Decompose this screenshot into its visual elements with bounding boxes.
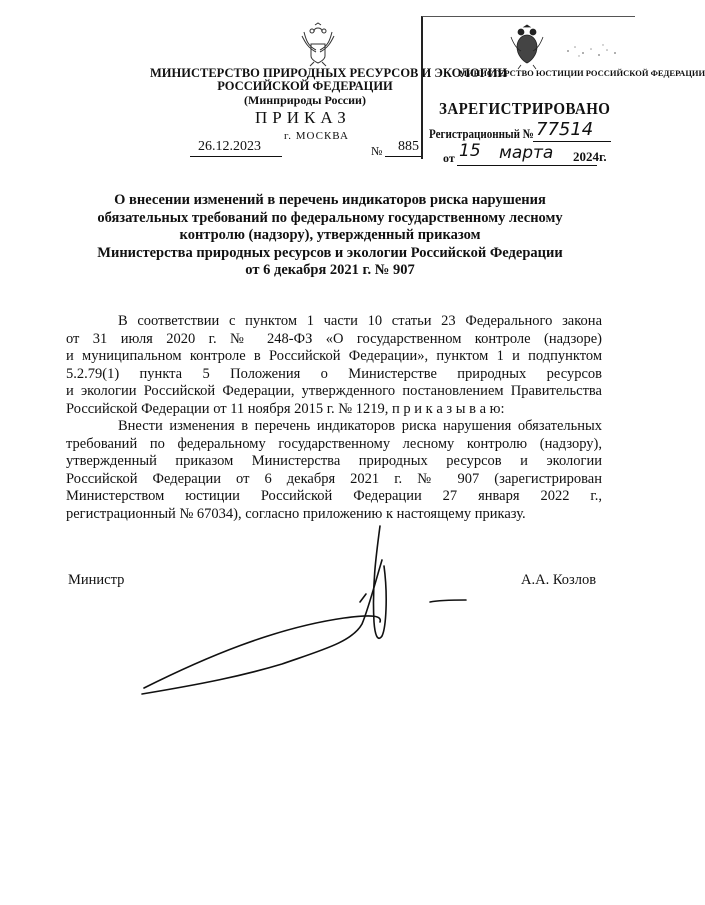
title-line: Министерства природных ресурсов и экологии Российской Федерации: [97, 244, 563, 261]
title-line: от 6 декабря 2021 г. № 907: [245, 262, 415, 278]
signer-position: Министр: [68, 572, 125, 588]
ministry-name-line2: РОССИЙСКОЙ ФЕДЕРАЦИИ: [217, 79, 393, 93]
handwritten-signature: [130, 520, 470, 700]
stamp-ministry: МИНИСТЕРСТВО ЮСТИЦИИ РОССИЙСКОЙ ФЕДЕРАЦИИ: [459, 68, 705, 78]
ministry-name-line1: МИНИСТЕРСТВО ПРИРОДНЫХ РЕСУРСОВ И ЭКОЛОГИИ: [150, 66, 508, 80]
stamp-reg-underline: [533, 141, 611, 142]
body-line: Министерством юстиции Российской Федерации 27 января 2022 г.,: [66, 488, 602, 504]
registration-stamp: [421, 16, 705, 165]
number-sign: №: [371, 144, 383, 158]
stamp-reg-number: 77514: [536, 119, 594, 140]
stamp-coat-of-arms-icon: [507, 25, 547, 69]
body-line: и экологии Российской Федерации, утвержденного постановлением Правительства: [66, 383, 602, 399]
stamp-registered: ЗАРЕГИСТРИРОВАНО: [439, 99, 611, 118]
order-date: 26.12.2023: [198, 139, 261, 154]
body-line: Российской Федерации от 6 декабря 2021 г. № 907 (зарегистрирован: [66, 470, 602, 487]
body-line: Внести изменения в перечень индикаторов риска нарушения обязательных: [118, 418, 602, 434]
stamp-date-prefix: от: [443, 151, 455, 165]
stamp-day: 15: [459, 141, 481, 161]
stamp-year: 2024г.: [573, 149, 607, 164]
body-line: и муниципальном контроле в Российской Федерации», пунктом 1 и подпунктом: [66, 348, 602, 364]
body-line: требований по федеральному государственному лесному контролю (надзору),: [66, 435, 602, 452]
body-line: В соответствии с пунктом 1 части 10 статьи 23 Федерального закона: [118, 313, 602, 329]
coat-of-arms-icon: [296, 22, 340, 68]
body-line: от 31 июля 2020 г. № 248-ФЗ «О государственном контроле (надзоре): [66, 330, 602, 347]
date-underline: [190, 156, 282, 157]
order-body: [66, 313, 602, 523]
body-line: регистрационный № 67034), согласно приложению к настоящему приказу.: [66, 505, 526, 522]
body-line: утвержденный приказом Министерства природных ресурсов и экологии: [66, 453, 602, 469]
stamp-smudge: [563, 41, 623, 61]
stamp-month: марта: [499, 143, 554, 163]
body-line: Российской Федерации от 11 ноября 2015 г. № 1219, п р и к а з ы в а ю:: [66, 400, 505, 417]
city: г. МОСКВА: [284, 130, 349, 142]
stamp-date-underline: [457, 165, 597, 166]
title-line: контролю (надзору), утвержденный приказом: [179, 227, 481, 243]
number-underline: [385, 156, 421, 157]
document-type: ПРИКАЗ: [255, 108, 351, 127]
signer-name: А.А. Козлов: [521, 572, 597, 588]
ministry-short-name: (Минприроды России): [244, 93, 366, 107]
title-line: обязательных требований по федеральному государственному лесному: [97, 209, 563, 226]
title-line: О внесении изменений в перечень индикаторов риска нарушения: [114, 192, 546, 208]
order-number: 885: [398, 139, 419, 154]
body-line: 5.2.79(1) пункта 5 Положения о Министерстве природных ресурсов: [66, 365, 602, 382]
order-title: [70, 192, 590, 280]
stamp-reg-label: Регистрационный №: [429, 126, 534, 141]
